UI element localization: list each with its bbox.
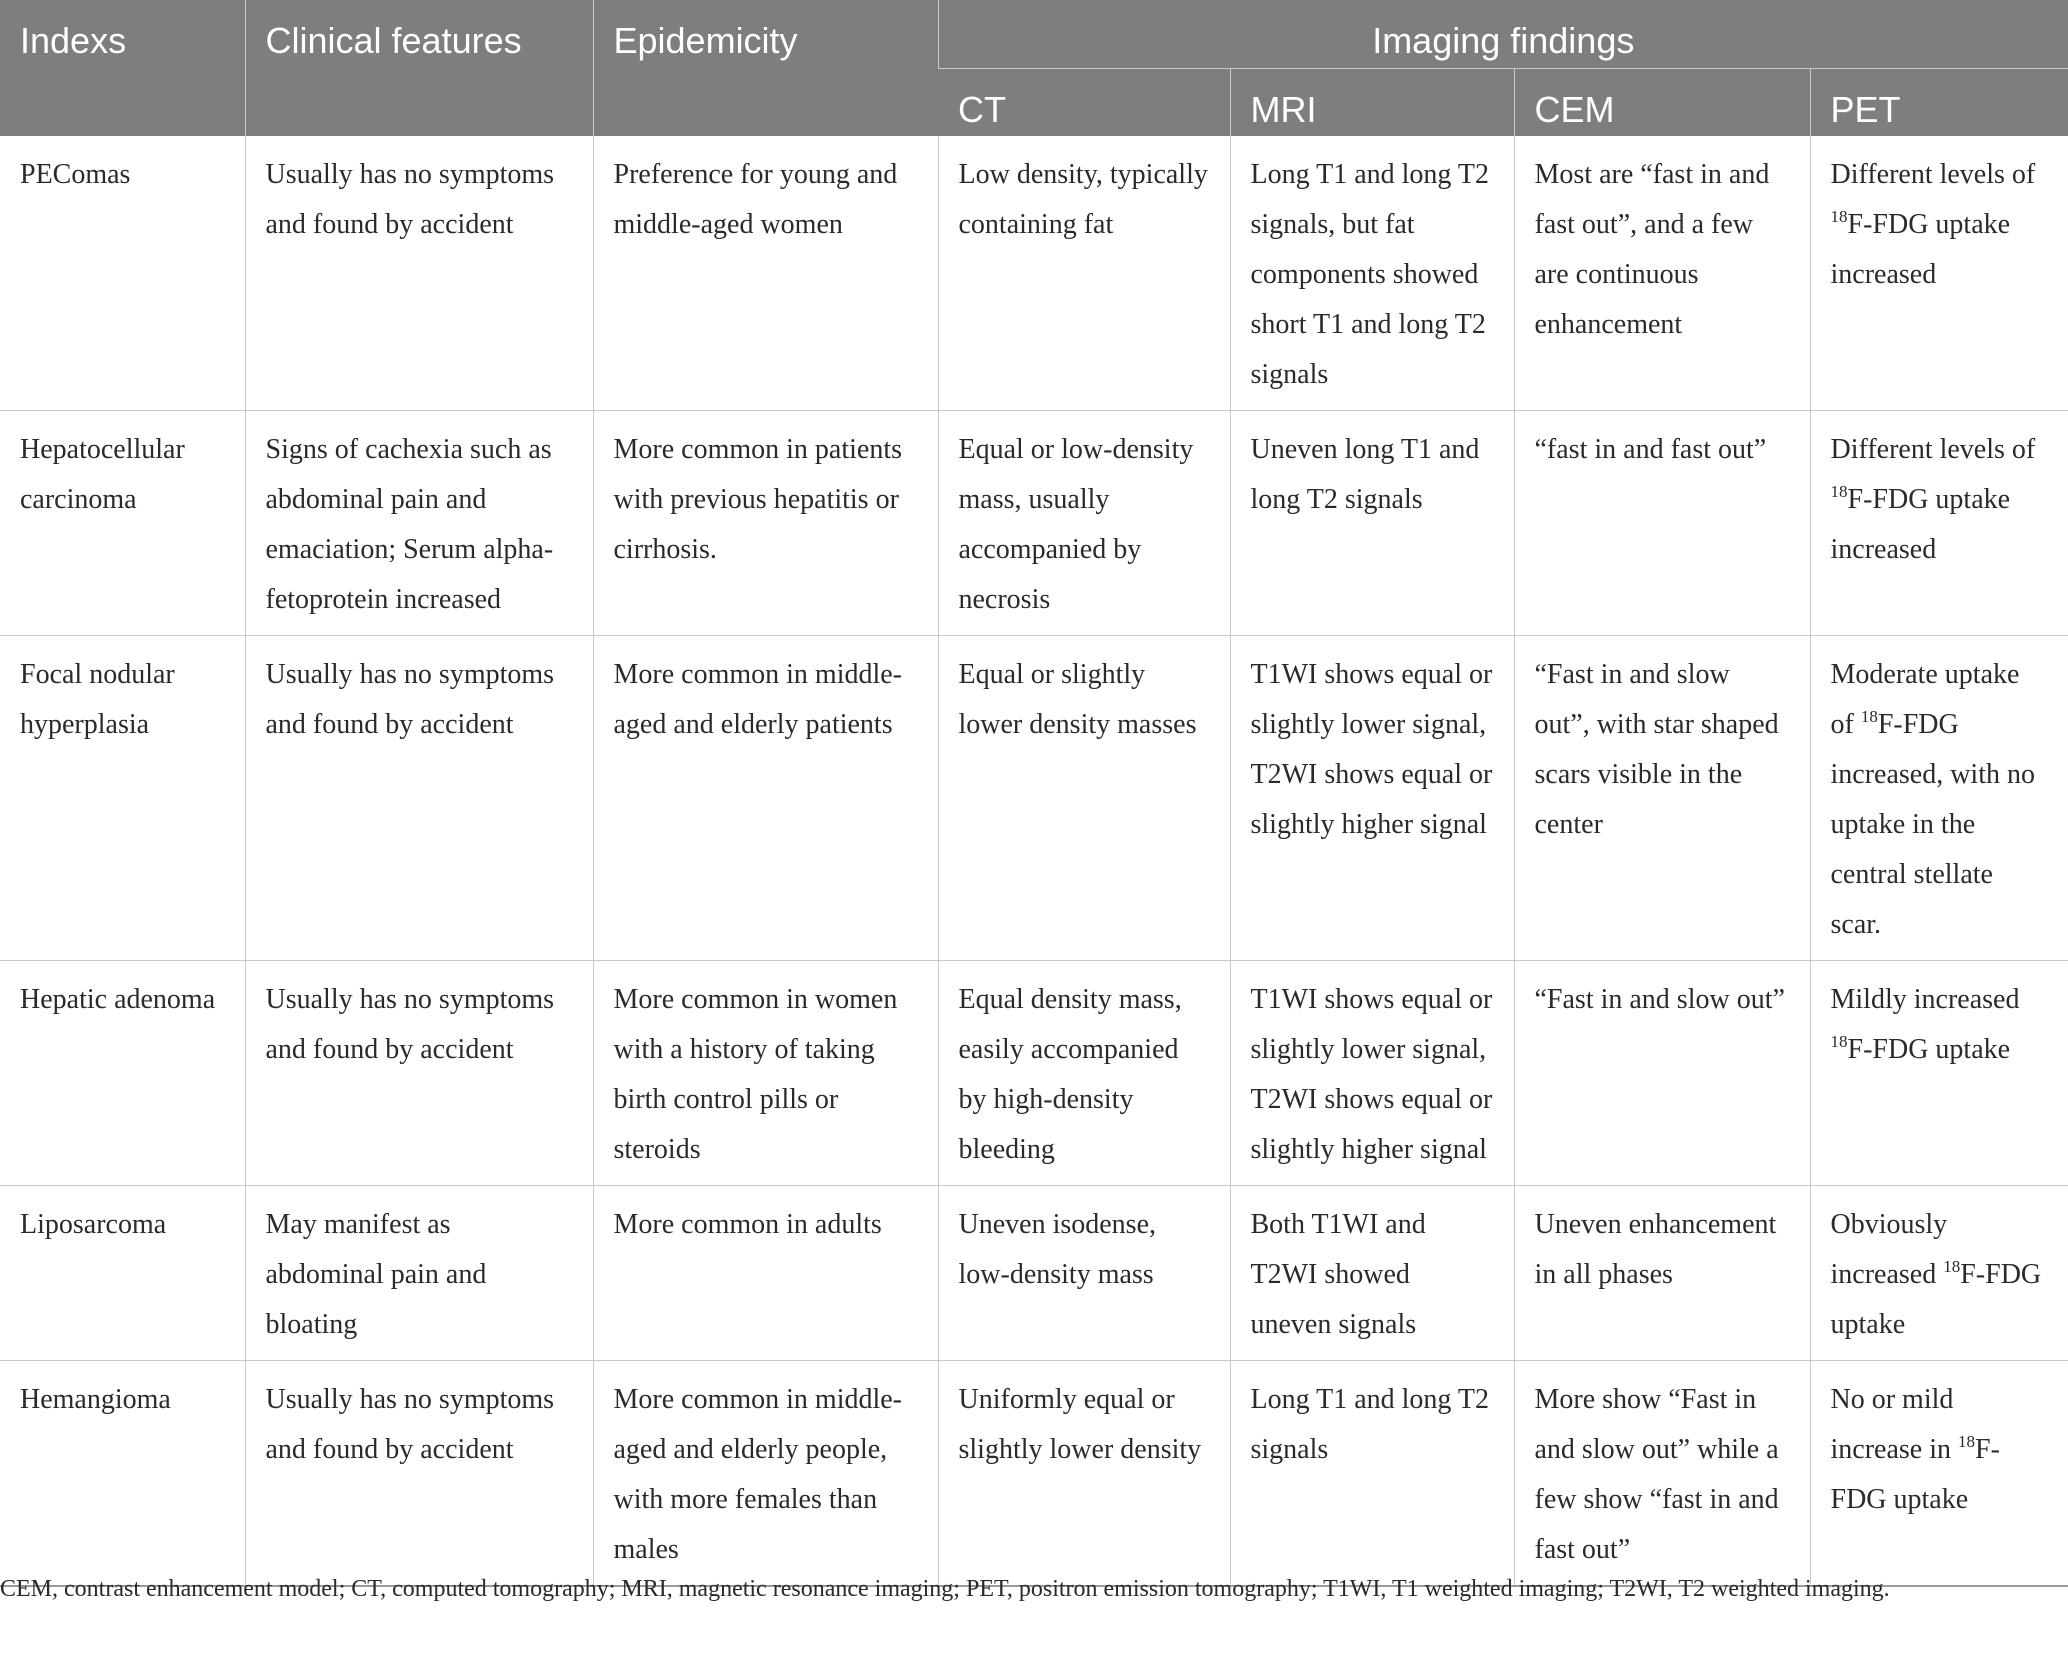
cell-cem: “fast in and fast out”	[1514, 411, 1810, 636]
pet-text-post: F-FDG uptake	[1847, 1034, 2011, 1065]
table-row	[0, 961, 2068, 1186]
cell-pet	[1810, 136, 2068, 411]
isotope-superscript: 18	[1958, 1432, 1975, 1451]
cell-ct: Uniformly equal or slightly lower density	[938, 1361, 1230, 1587]
cell-mri: T1WI shows equal or slightly lower signal, T2WI shows equal or slightly higher signal	[1230, 636, 1514, 961]
cell-clinical: Usually has no symptoms and found by accident	[245, 136, 593, 411]
cell-pet	[1810, 961, 2068, 1186]
table-row	[0, 136, 2068, 411]
pet-text-post: F-FDG uptake increased	[1830, 209, 2011, 290]
isotope-superscript: 18	[1830, 207, 1848, 226]
header-pet: PET	[1810, 68, 2068, 136]
pet-text-pre: Different levels of	[1830, 159, 2036, 190]
cell-epidemicity: More common in women with a history of taking birth control pills or steroids	[593, 961, 938, 1186]
isotope-superscript: 18	[1830, 1032, 1848, 1051]
cell-cem: Most are “fast in and fast out”, and a few are continuous enhancement	[1514, 136, 1810, 411]
cell-epidemicity: More common in middle-aged and elderly patients	[593, 636, 938, 961]
cell-ct: Uneven isodense, low-density mass	[938, 1186, 1230, 1361]
isotope-superscript: 18	[1860, 707, 1878, 726]
cell-cem: “Fast in and slow out”, with star shaped scars visible in the center	[1514, 636, 1810, 961]
cell-clinical: Usually has no symptoms and found by accident	[245, 1361, 593, 1587]
cell-mri: Both T1WI and T2WI showed uneven signals	[1230, 1186, 1514, 1361]
header-indexes: Indexs	[0, 0, 245, 136]
cell-pet	[1810, 636, 2068, 961]
header-epidemicity: Epidemicity	[593, 0, 938, 136]
cell-cem: Uneven enhancement in all phases	[1514, 1186, 1810, 1361]
cell-index: Hepatic adenoma	[0, 961, 245, 1186]
cell-mri: Long T1 and long T2 signals, but fat components showed short T1 and long T2 signals	[1230, 136, 1514, 411]
pet-text-pre: No or mild increase in	[1830, 1384, 1958, 1465]
header-clinical-features: Clinical features	[245, 0, 593, 136]
pet-text-post: F-FDG increased, with no uptake in the central stellate scar.	[1830, 709, 2035, 940]
cell-clinical: May manifest as abdominal pain and bloating	[245, 1186, 593, 1361]
isotope-superscript: 18	[1830, 482, 1848, 501]
cell-mri: Uneven long T1 and long T2 signals	[1230, 411, 1514, 636]
table-row	[0, 411, 2068, 636]
cell-epidemicity: More common in adults	[593, 1186, 938, 1361]
cell-index: Focal nodular hyperplasia	[0, 636, 245, 961]
pet-text-pre: Different levels of	[1830, 434, 2036, 465]
pet-text-post: F-FDG uptake increased	[1830, 484, 2011, 565]
table-row	[0, 1361, 2068, 1587]
cell-pet	[1810, 1186, 2068, 1361]
cell-ct: Equal density mass, easily accompanied by high-density bleeding	[938, 961, 1230, 1186]
table-header	[0, 0, 2068, 136]
pet-text-pre: Obviously increased	[1830, 1209, 1948, 1290]
pet-text-pre: Moderate uptake of	[1830, 659, 2020, 740]
cell-mri: Long T1 and long T2 signals	[1230, 1361, 1514, 1587]
cell-index: Hemangioma	[0, 1361, 245, 1587]
isotope-superscript: 18	[1943, 1257, 1961, 1276]
table-footnote: CEM, contrast enhancement model; CT, computed tomography; MRI, magnetic resonance imaging; PET, positron emission tomography; T1WI, T1 weighted imaging; T2WI, T2 weighted imaging.	[0, 1576, 1890, 1602]
header-imaging-findings: Imaging findings	[938, 0, 2068, 68]
cell-epidemicity: Preference for young and middle-aged women	[593, 136, 938, 411]
header-ct: CT	[938, 68, 1230, 136]
pet-text-post: F-FDG uptake	[1830, 1434, 2000, 1515]
cell-index: Hepatocellular carcinoma	[0, 411, 245, 636]
cell-ct: Low density, typically containing fat	[938, 136, 1230, 411]
cell-cem: “Fast in and slow out”	[1514, 961, 1810, 1186]
header-mri: MRI	[1230, 68, 1514, 136]
header-cem: CEM	[1514, 68, 1810, 136]
cell-clinical: Usually has no symptoms and found by accident	[245, 961, 593, 1186]
cell-epidemicity: More common in middle-aged and elderly people, with more females than males	[593, 1361, 938, 1587]
pet-text-pre: Mildly increased	[1830, 984, 2020, 1015]
cell-ct: Equal or low-density mass, usually accompanied by necrosis	[938, 411, 1230, 636]
cell-ct: Equal or slightly lower density masses	[938, 636, 1230, 961]
table-row	[0, 636, 2068, 961]
table-body	[0, 136, 2068, 1586]
table-row	[0, 1186, 2068, 1361]
cell-clinical: Signs of cachexia such as abdominal pain and emaciation; Serum alpha-fetoprotein increased	[245, 411, 593, 636]
cell-clinical: Usually has no symptoms and found by accident	[245, 636, 593, 961]
cell-mri: T1WI shows equal or slightly lower signal, T2WI shows equal or slightly higher signal	[1230, 961, 1514, 1186]
cell-cem: More show “Fast in and slow out” while a few show “fast in and fast out”	[1514, 1361, 1810, 1587]
cell-pet	[1810, 411, 2068, 636]
pet-text-post: F-FDG uptake	[1830, 1259, 2042, 1340]
cell-index: Liposarcoma	[0, 1186, 245, 1361]
cell-index: PEComas	[0, 136, 245, 411]
cell-pet	[1810, 1361, 2068, 1587]
cell-epidemicity: More common in patients with previous hepatitis or cirrhosis.	[593, 411, 938, 636]
